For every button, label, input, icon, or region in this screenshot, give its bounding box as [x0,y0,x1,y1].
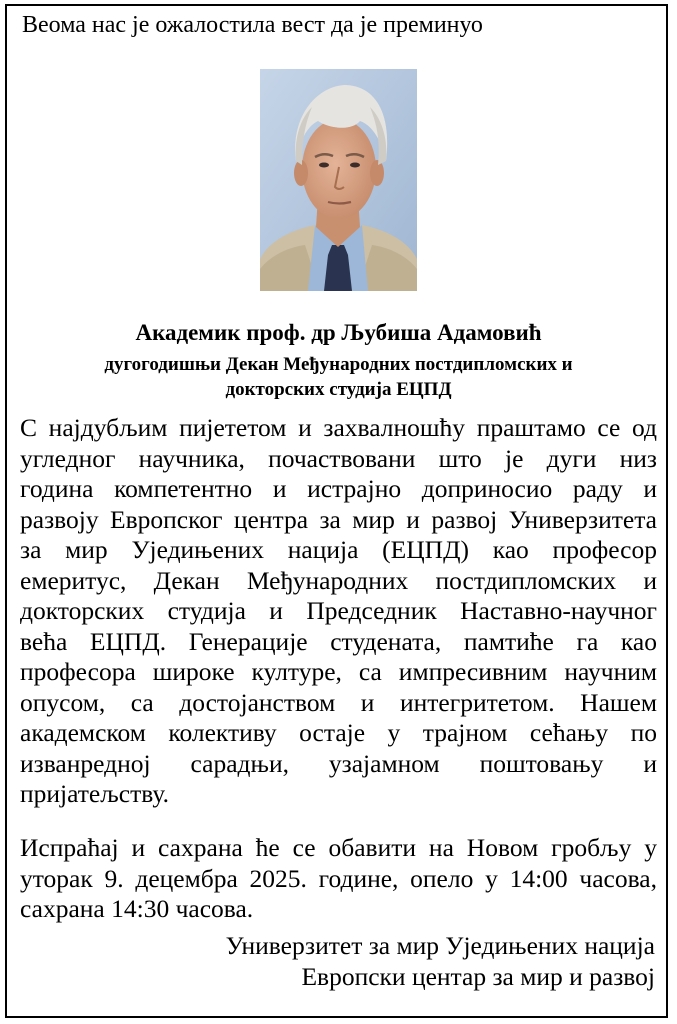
funeral-line: уторак 9. децембра 2025. године, опело у 14:00 часова, [20,863,657,893]
funeral-line: Испраћај и сахрана ће се обавити на Новом гробљу у [20,833,657,862]
signature-line: Универзитет за мир Уједињених нација [225,931,655,960]
tribute-line: емеритус, Декан Међународних постдипломских и [20,565,657,595]
deceased-name: Академик проф. др Љубиша Адамовић [135,320,542,345]
deceased-role [40,352,637,402]
intro-text: Веома нас је ожалостила вест да је преминуо [22,12,483,38]
portrait-photo [260,69,417,291]
signature-block [226,931,655,992]
tribute-line: за мир Уједињених нација (ЕЦПД) као професор [20,535,657,564]
tribute-line: пријатељству. [20,779,169,808]
tribute-paragraph [20,413,657,810]
tribute-line: академском колективу остаје у трајном сећању по [20,718,657,747]
tribute-line: развоју Европског центра за мир и развој Универзитета [20,504,657,534]
role-line: докторских студија ЕЦПД [225,379,452,400]
tribute-line: година компетентно и истрајно доприносио раду и [20,474,657,503]
tribute-line: већа ЕЦПД. Генерације студената, памтиће га као [20,626,657,656]
tribute-line: угледног научника, почаствовани што је дуги низ [20,443,657,473]
tribute-line: изванредној сарадњи, узајамном поштовању и [20,748,657,778]
tribute-line: опусом, са достојанством и интегритетом. Нашем [20,687,657,717]
funeral-details [20,833,657,925]
funeral-line: сахрана 14:30 часова. [20,894,254,923]
tribute-line: докторских студија и Председник Наставно-научног [20,596,657,625]
signature-line: Европски центар за мир и развој [301,961,655,991]
tribute-line: С најдубљим пијететом и захвалношћу праштамо се од [20,413,657,442]
role-line: дугогодишњи Декан Међународних постдипломских и [104,354,573,375]
tribute-line: професора широке културе, са импресивним научним [20,657,657,686]
